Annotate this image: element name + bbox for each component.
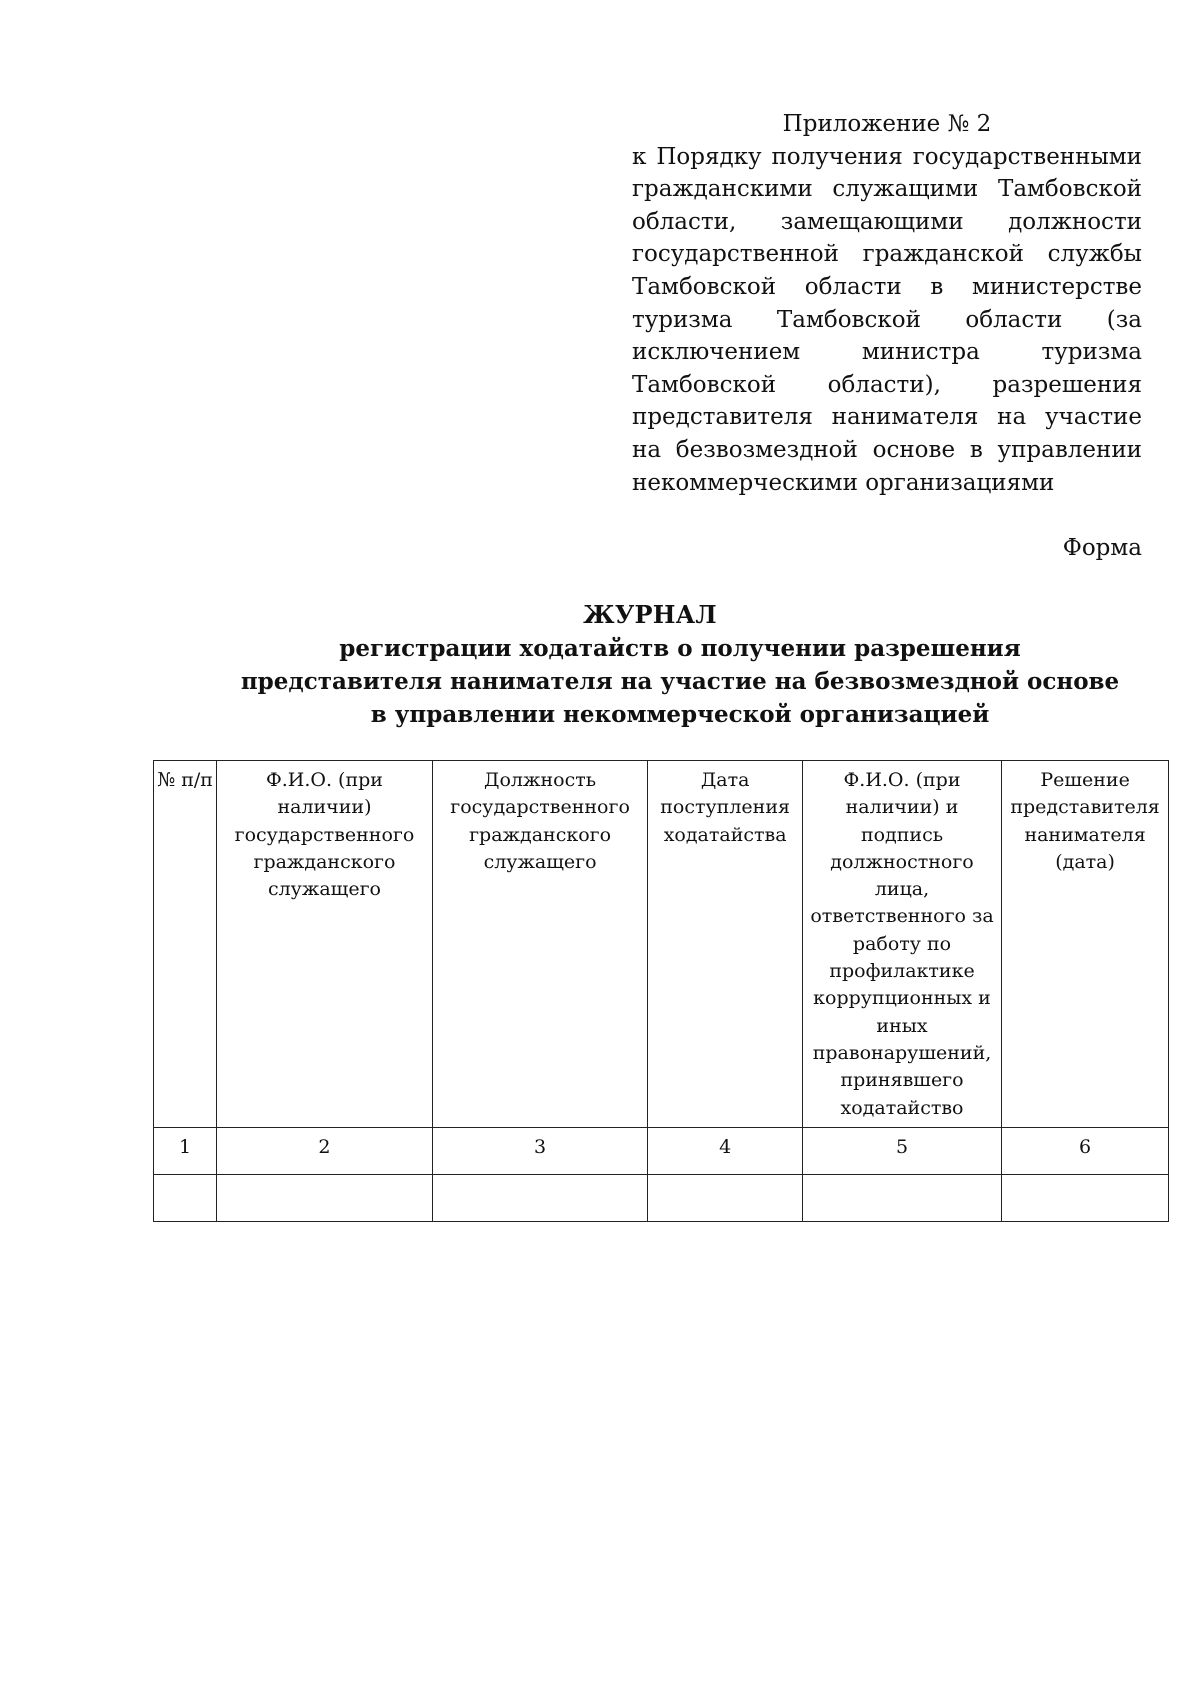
- appendix-title: Приложение № 2: [782, 111, 992, 137]
- empty-cell: [648, 1175, 803, 1222]
- appendix-block: [632, 108, 1142, 499]
- column-number-cell: 5: [802, 1128, 1001, 1175]
- table-empty-row: [154, 1175, 1169, 1222]
- journal-title: ЖУРНАЛ: [583, 600, 717, 629]
- empty-cell: [802, 1175, 1001, 1222]
- column-number-cell: 3: [432, 1128, 648, 1175]
- table-header-row: [154, 761, 1169, 1128]
- column-number-cell: 1: [154, 1128, 217, 1175]
- header-employee-name: Ф.И.О. (при наличии) государственного гражданского служащего: [217, 761, 433, 1128]
- empty-cell: [1002, 1175, 1169, 1222]
- journal-subtitle: регистрации ходатайств о получении разрешения представителя нанимателя на участие на безвозмездной основе в управлении некоммерческой организацией: [240, 635, 1120, 728]
- empty-cell: [432, 1175, 648, 1222]
- appendix-text: к Порядку получения государственными гражданскими служащими Тамбовской области, замещающими должности государственной гражданской службы Тамбовской области в министерстве туризма Тамбовской области (за исключением министра туризма Тамбовской области), разрешения представителя нанимателя на участие на безвозмездной основе в управлении некоммерческими организациями: [632, 143, 1142, 496]
- empty-cell: [217, 1175, 433, 1222]
- header-date-received: Дата поступления ходатайства: [648, 761, 803, 1128]
- form-label: Форма: [1062, 535, 1142, 561]
- header-position: Должность государственного гражданского служащего: [432, 761, 648, 1128]
- empty-cell: [154, 1175, 217, 1222]
- column-number-cell: 2: [217, 1128, 433, 1175]
- table-number-row: [154, 1128, 1169, 1175]
- journal-table: [153, 760, 1169, 1222]
- header-number: № п/п: [154, 761, 217, 1128]
- header-employer-decision: Решение представителя нанимателя (дата): [1002, 761, 1169, 1128]
- column-number-cell: 6: [1002, 1128, 1169, 1175]
- header-official-signature: Ф.И.О. (при наличии) и подпись должностного лица, ответственного за работу по профилактике коррупционных и иных правонарушений, принявшего ходатайство: [802, 761, 1001, 1128]
- column-number-cell: 4: [648, 1128, 803, 1175]
